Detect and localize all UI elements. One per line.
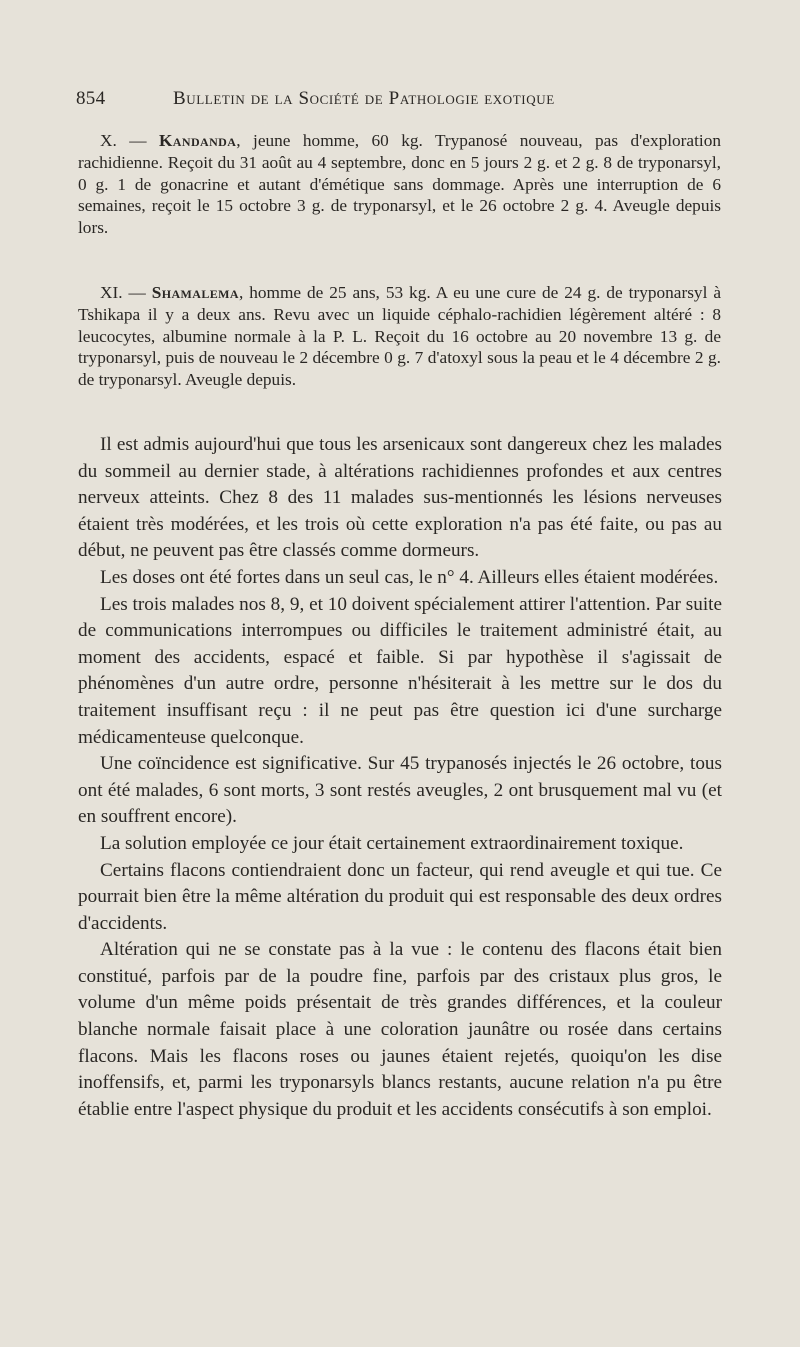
case-number: XI. — — [100, 283, 152, 302]
case-number: X. — — [100, 131, 159, 150]
running-head — [76, 88, 726, 116]
page-number: 854 — [76, 88, 106, 109]
case-entry-x — [78, 130, 721, 239]
paragraph: Les doses ont été fortes dans un seul cas, le n° 4. Ailleurs elles étaient modérées. — [100, 566, 719, 588]
paragraph: Une coïncidence est significative. Sur 45 trypanosés injectés le 26 octobre, tous ont été malades, 6 sont morts, 3 sont restés aveugles, 2 ont brusquement mal vu (et en souffrent encore). — [78, 753, 722, 828]
paragraph: Altération qui ne se constate pas à la vue : le contenu des flacons était bien constitué, parfois par de la poudre fine, parfois par des cristaux plus gros, le volume d'un même poids présentait de très grandes différences, et la couleur blanche normale faisait place à une coloration jaunâtre ou rosée dans certains flacons. Mais les flacons roses ou jaunes étaient rejetés, quoiqu'on les dise inoffensifs, et, parmi les tryponarsyls blancs restants, aucune relation n'a pu être établie entre l'aspect physique du produit et les accidents consécutifs à son emploi. — [78, 939, 722, 1120]
case-text: , jeune homme, 60 kg. Trypanosé nouveau, pas d'exploration rachidienne. Reçoit du 31 août au 4 septembre, donc en 5 jours 2 g. et 2 g. 8 de tryponarsyl, 0 g. 1 de gonacrine et autant d'émétique sans dommage. Après une interruption de 6 semaines, reçoit le 15 octobre 3 g. de tryponarsyl, et le 26 octobre 2 g. 4. Aveugle depuis lors. — [78, 131, 721, 238]
patient-name: Kandanda — [158, 131, 237, 150]
patient-name: Shamalema — [151, 283, 239, 302]
paragraph: Certains flacons contiendraient donc un facteur, qui rend aveugle et qui tue. Ce pourrait bien être la même altération du produit qui est responsable des deux ordres d'accidents. — [78, 859, 722, 934]
discussion-section — [78, 432, 722, 1123]
case-entry-xi — [78, 282, 721, 391]
case-text: , homme de 25 ans, 53 kg. A eu une cure de 24 g. de tryponarsyl à Tshikapa il y a deux ans. Revu avec un liquide céphalo-rachidien légèrement altéré : 8 leucocytes, albumine normale à la P. L. Reçoit du 16 octobre au 20 novembre 13 g. de tryponarsyl, puis de nouveau le 2 décembre 0 g. 7 d'atoxyl sous la peau et le 4 décembre 2 g. de tryponarsyl. Aveugle depuis. — [78, 283, 721, 390]
paragraph: Il est admis aujourd'hui que tous les arsenicaux sont dangereux chez les malades du sommeil au dernier stade, à altérations rachidiennes profondes et aux centres nerveux atteints. Chez 8 des 11 malades sus-mentionnés les lésions nerveuses étaient très modérées, et les trois où cette exploration n'a pas été faite, ou pas au début, ne peuvent pas être classés comme dormeurs. — [78, 434, 722, 562]
journal-title: Bulletin de la Société de Pathologie exotique — [173, 88, 555, 109]
paragraph: La solution employée ce jour était certainement extraordinairement toxique. — [100, 832, 684, 854]
paragraph: Les trois malades nos 8, 9, et 10 doivent spécialement attirer l'attention. Par suite de communications interrompues ou difficiles le traitement administré était, au moment des accidents, espacé et faible. Si par hypothèse il s'agissait de phénomènes d'un autre ordre, personne n'hésiterait à les mettre sur le dos du traitement insuffisant reçu : il ne peut pas être question ici d'une surcharge médicamenteuse quelconque. — [78, 593, 722, 748]
